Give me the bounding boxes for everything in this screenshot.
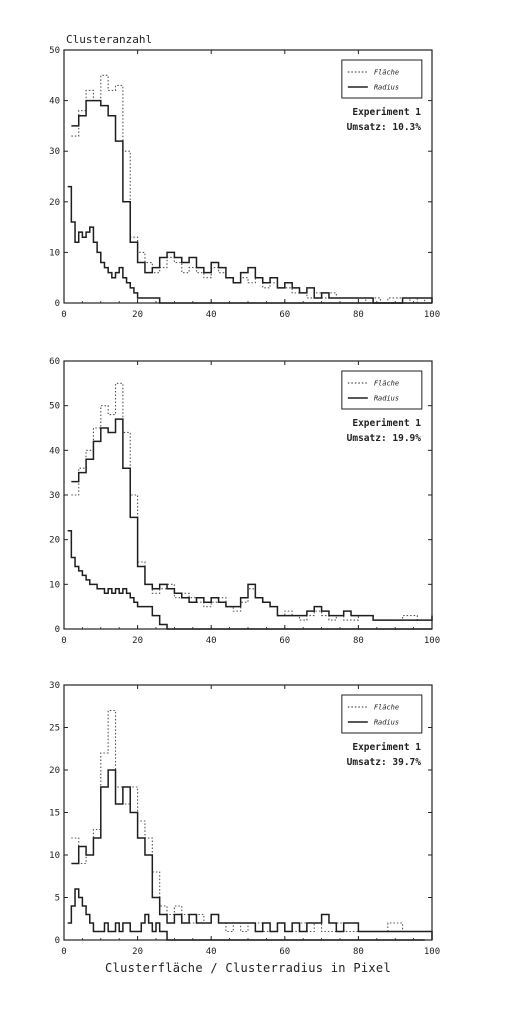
legend-box [342, 60, 422, 98]
y-tick-label: 30 [49, 681, 60, 691]
annotation-line: Experiment 1 [352, 107, 421, 118]
y-tick-label: 5 [54, 893, 60, 904]
x-tick-label: 80 [352, 947, 364, 957]
legend-entry: Radius [373, 394, 400, 403]
y-tick-label: 20 [49, 766, 60, 776]
series-line-2 [68, 889, 425, 940]
series-line-2 [68, 531, 432, 629]
x-tick-label: 80 [352, 310, 364, 320]
annotation-line: Umsatz: 19.9% [346, 433, 421, 444]
y-tick-label: 10 [49, 580, 60, 591]
chart-panel-1 [49, 46, 440, 320]
y-tick-label: 30 [49, 491, 60, 501]
legend-box [342, 371, 422, 409]
x-tick-label: 0 [61, 636, 67, 646]
annotation-line: Umsatz: 39.7% [346, 757, 421, 768]
y-tick-label: 50 [49, 46, 60, 56]
x-tick-label: 0 [61, 310, 67, 320]
y-tick-label: 40 [49, 96, 60, 107]
series-line-3 [71, 419, 432, 620]
x-axis-title: Clusterfläche / Clusterradius in Pixel [105, 961, 391, 975]
legend-entry: Fläche [373, 703, 400, 712]
annotation-line: Experiment 1 [352, 418, 421, 429]
y-tick-label: 40 [49, 446, 60, 457]
x-tick-label: 40 [205, 636, 217, 646]
y-tick-label: 20 [49, 197, 60, 208]
y-tick-label: 25 [49, 723, 60, 734]
x-tick-label: 20 [132, 947, 144, 957]
y-tick-label: 30 [49, 147, 60, 158]
annotation-line: Experiment 1 [352, 742, 421, 753]
legend-entry: Fläche [373, 379, 400, 388]
y-tick-label: 0 [54, 625, 60, 635]
x-tick-label: 20 [132, 636, 144, 646]
x-tick-label: 40 [205, 310, 217, 320]
legend-entry: Radius [373, 718, 400, 727]
x-tick-label: 100 [423, 947, 441, 957]
x-tick-label: 100 [423, 310, 441, 320]
chart-panel-3 [49, 681, 440, 957]
series-line-2 [68, 187, 432, 303]
y-tick-label: 50 [49, 401, 60, 412]
y-tick-label: 0 [54, 936, 60, 946]
legend-entry: Radius [373, 83, 400, 92]
legend-entry: Fläche [373, 68, 400, 77]
x-tick-label: 60 [279, 947, 291, 957]
y-tick-label: 10 [49, 851, 60, 861]
annotation-line: Umsatz: 10.3% [346, 122, 421, 133]
y-tick-label: 0 [54, 299, 60, 309]
y-tick-label: 20 [49, 535, 60, 546]
x-tick-label: 60 [279, 310, 291, 320]
series-line-3 [71, 770, 432, 940]
y-axis-title: Clusteranzahl [66, 33, 153, 46]
x-tick-label: 100 [423, 636, 441, 646]
chart-panel-2 [49, 357, 440, 646]
x-tick-label: 60 [279, 636, 291, 646]
x-tick-label: 0 [61, 947, 67, 957]
x-tick-label: 20 [132, 310, 144, 320]
y-tick-label: 10 [49, 248, 60, 259]
y-tick-label: 15 [49, 808, 60, 819]
y-tick-label: 60 [49, 357, 60, 367]
legend-box [342, 695, 422, 733]
x-tick-label: 40 [205, 947, 217, 957]
x-tick-label: 80 [352, 636, 364, 646]
